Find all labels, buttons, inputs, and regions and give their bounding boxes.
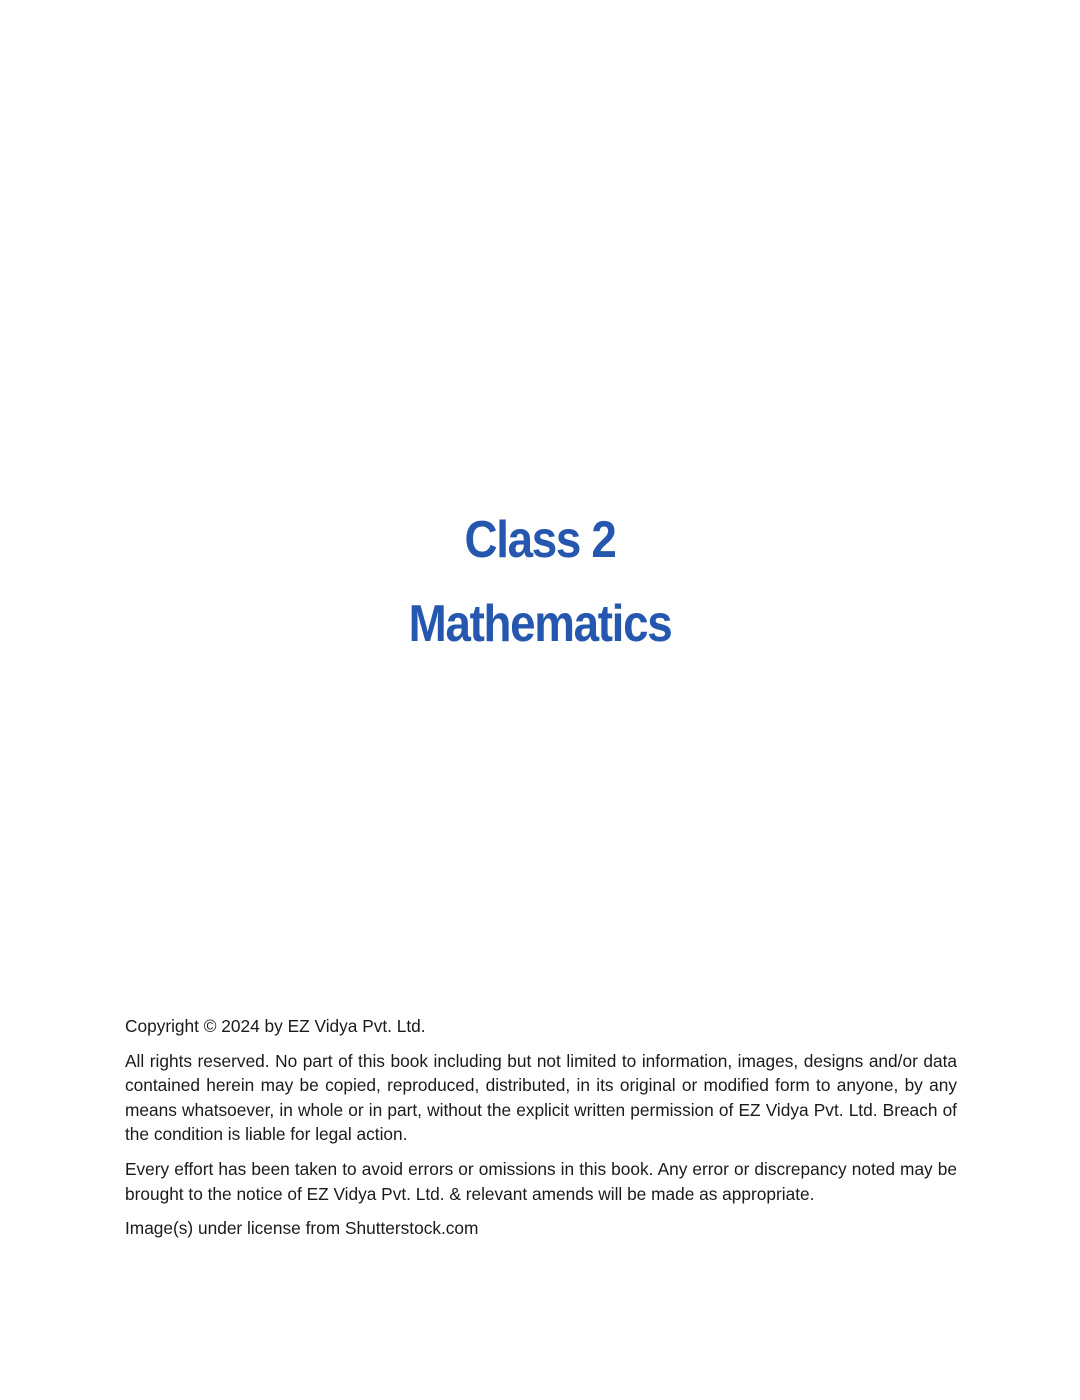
image-credit-text: Image(s) under license from Shutterstock.com bbox=[125, 1218, 479, 1239]
errors-disclaimer-text: Every effort has been taken to avoid errors or omissions in this book. Any error or discrepancy noted may be brought to the notice of EZ Vidya Pvt. Ltd. & relevant amends will be made as appropriate. bbox=[125, 1158, 957, 1204]
subject-title: Mathematics bbox=[408, 595, 672, 653]
class-title: Class 2 bbox=[464, 511, 616, 569]
copyright-section bbox=[125, 1014, 957, 1251]
copyright-notice: Copyright © 2024 by EZ Vidya Pvt. Ltd. bbox=[125, 1016, 426, 1036]
rights-reserved-text: All rights reserved. No part of this book including but not limited to information, images, designs and/or data contained herein may be copied, reproduced, distributed, in its original or modified form to anyone, by any means whatsoever, in whole or in part, without the explicit written permission of EZ Vidya Pvt. Ltd. Breach of the condition is liable for legal action. bbox=[125, 1050, 957, 1145]
book-title bbox=[0, 512, 1080, 658]
